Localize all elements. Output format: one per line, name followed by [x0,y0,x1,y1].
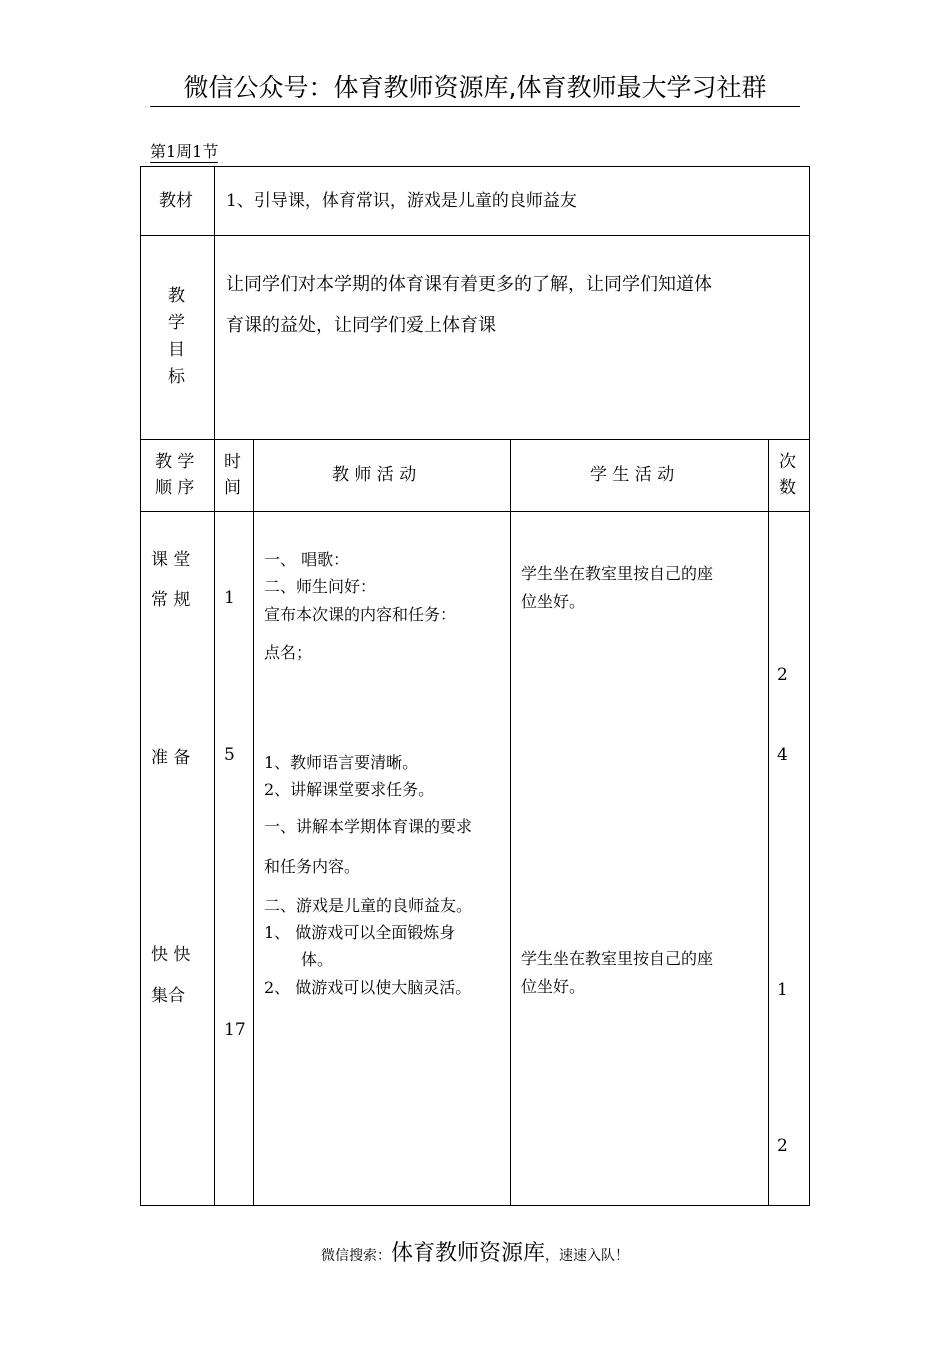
student-activity-line: 学生坐在教室里按自己的座 [521,564,714,583]
teacher-activity-line: 1、教师语言要清晰。 [264,753,419,772]
teacher-activity-line: 二、游戏是儿童的良师益友。 [264,896,473,915]
material-label: 教材 [159,191,193,211]
teacher-activity-line: 体。 [301,950,334,969]
teacher-activity-line: 一、讲解本学期体育课的要求 [264,817,473,836]
section-assemble: 集合 [151,986,185,1006]
goal-text-line: 让同学们对本学期的体育课有着更多的了解，让同学们知道体 [226,274,712,295]
teacher-activity-line: 2、讲解课堂要求任务。 [264,780,435,799]
goal-label-char: 目 [168,340,185,360]
footer-prefix: 微信搜索： [320,1248,391,1264]
count-value: 1 [777,980,788,1000]
material-value: 1、引导课，体育常识，游戏是儿童的良师益友 [226,191,577,211]
count-value: 4 [777,745,788,765]
count-value: 2 [777,665,788,685]
teacher-activity-line: 和任务内容。 [264,857,361,876]
student-activity-line: 学生坐在教室里按自己的座 [521,949,714,968]
count-header: 次 [779,452,796,472]
order-header: 教 学 [155,452,195,472]
teacher-activity-header: 教 师 活 动 [332,465,417,485]
section-routine: 常 规 [151,590,191,610]
goal-label-char: 学 [168,313,185,333]
footer-name: 体育教师资源库 [390,1241,545,1266]
goal-label-char: 标 [168,367,185,387]
teacher-activity-line: 二、师生问好： [264,577,377,596]
student-activity-header: 学 生 活 动 [590,465,675,485]
time-value: 5 [224,745,235,765]
lesson-label: 第1周1节 [150,142,219,161]
teacher-activity-line: 宣布本次课的内容和任务： [264,605,457,624]
time-header: 时 [224,452,241,472]
goal-label-char: 教 [168,286,185,306]
lesson-plan-table [140,166,810,1206]
page-header-title: 微信公众号：体育教师资源库,体育教师最大学习社群 [150,72,800,107]
section-routine: 课 堂 [151,550,191,570]
order-header: 顺 序 [155,478,195,498]
section-assemble: 快 快 [151,945,191,965]
section-prep: 准 备 [151,748,191,768]
teacher-activity-line: 一、 唱歌： [264,550,350,569]
student-activity-line: 位坐好。 [521,592,586,611]
goal-text-line: 育课的益处，让同学们爱上体育课 [226,315,496,336]
student-activity-line: 位坐好。 [521,977,586,996]
footer-suffix: ，速速入队！ [545,1248,629,1264]
teacher-activity-line: 2、 做游戏可以使大脑灵活。 [264,978,472,997]
time-header: 间 [224,478,241,498]
count-value: 2 [777,1136,788,1156]
footer [0,1236,950,1267]
count-header: 数 [779,478,796,498]
time-value: 17 [224,1020,246,1040]
teacher-activity-line: 1、 做游戏可以全面锻炼身 [264,923,456,942]
time-value: 1 [224,588,235,608]
teacher-activity-line: 点名； [264,643,313,662]
